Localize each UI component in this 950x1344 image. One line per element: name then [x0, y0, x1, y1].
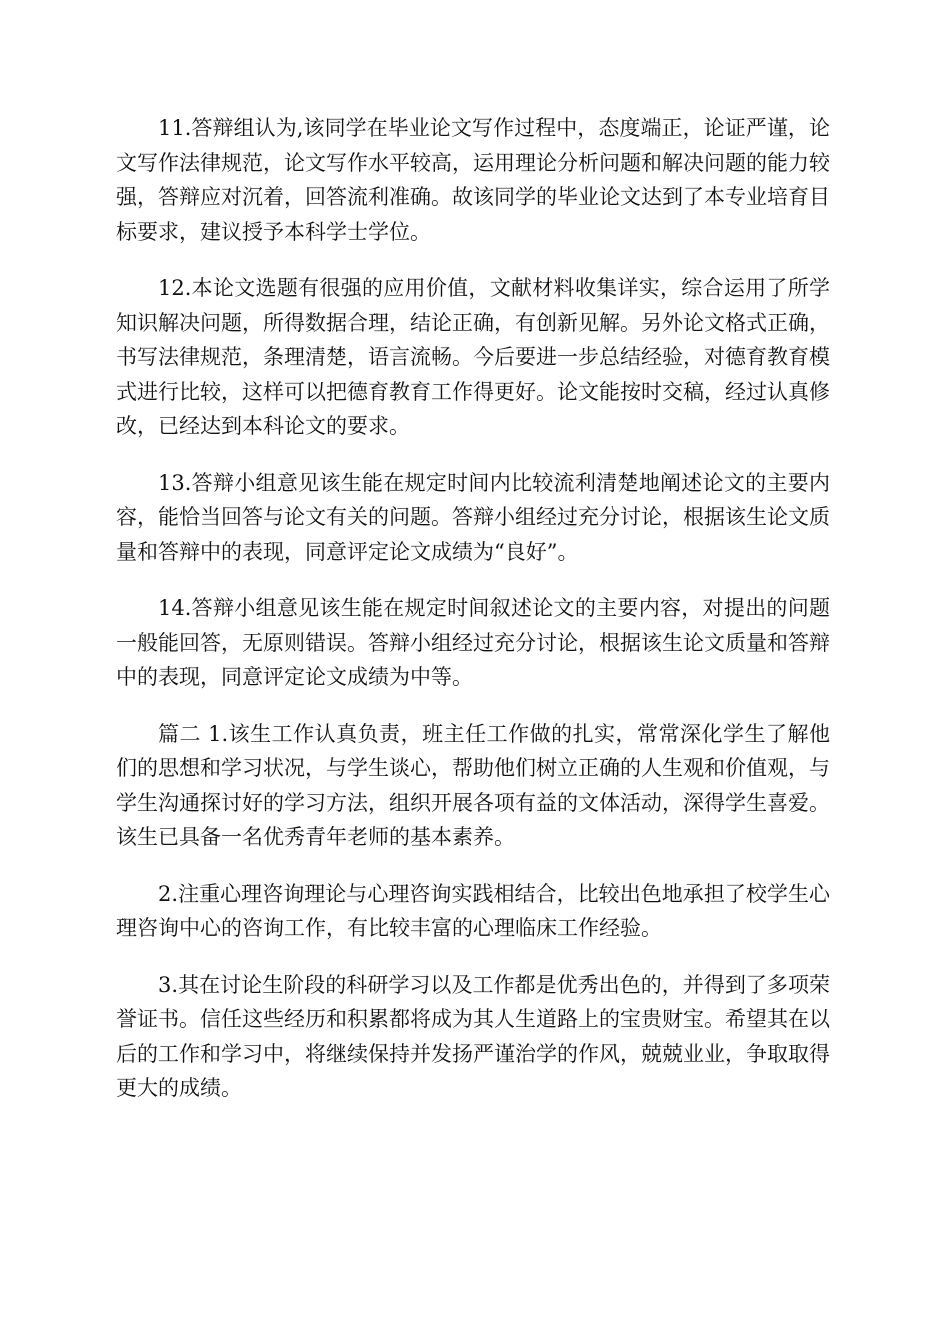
paragraph-11: 11.答辩组认为,该同学在毕业论文写作过程中，态度端正，论证严谨，论文写作法律规范，论文写作水平较高，运用理论分析问题和解决问题的能力较强，答辩应对沉着，回答流利准确。故该同学的毕业论文达到了本专业培育目标要求，建议授予本科学士学位。: [116, 116, 830, 244]
paragraph-12: 12.本论文选题有很强的应用价值，文献材料收集详实，综合运用了所学知识解决问题，所得数据合理，结论正确，有创新见解。另外论文格式正确，书写法律规范，条理清楚，语言流畅。今后要进一步总结经验，对德育教育模式进行比较，这样可以把德育教育工作得更好。论文能按时交稿，经过认真修改，已经达到本科论文的要求。: [116, 276, 830, 438]
paragraph-section2-3: 3.其在讨论生阶段的科研学习以及工作都是优秀出色的，并得到了多项荣誉证书。信任这些经历和积累都将成为其人生道路上的宝贵财宝。希望其在以后的工作和学习中，将继续保持并发扬严谨治学的作风，兢兢业业，争取取得更大的成绩。: [116, 972, 830, 1100]
paragraph-13: 13.答辩小组意见该生能在规定时间内比较流利清楚地阐述论文的主要内容，能恰当回答与论文有关的问题。答辩小组经过充分讨论，根据该生论文质量和答辩中的表现，同意评定论文成绩为“良好”。: [116, 470, 830, 564]
paragraph-section2-1: 篇二 1.该生工作认真负责，班主任工作做的扎实，常常深化学生了解他们的思想和学习状况，与学生谈心，帮助他们树立正确的人生观和价值观，与学生沟通探讨好的学习方法，组织开展各项有益的文体活动，深得学生喜爱。该生已具备一名优秀青年老师的基本素养。: [116, 721, 830, 849]
document-body: [116, 111, 830, 1128]
paragraph-14: 14.答辩小组意见该生能在规定时间叙述论文的主要内容，对提出的问题一般能回答，无原则错误。答辩小组经过充分讨论，根据该生论文质量和答辩中的表现，同意评定论文成绩为中等。: [116, 596, 830, 689]
paragraph-section2-2: 2.注重心理咨询理论与心理咨询实践相结合，比较出色地承担了校学生心理咨询中心的咨询工作，有比较丰富的心理临床工作经验。: [116, 881, 830, 940]
